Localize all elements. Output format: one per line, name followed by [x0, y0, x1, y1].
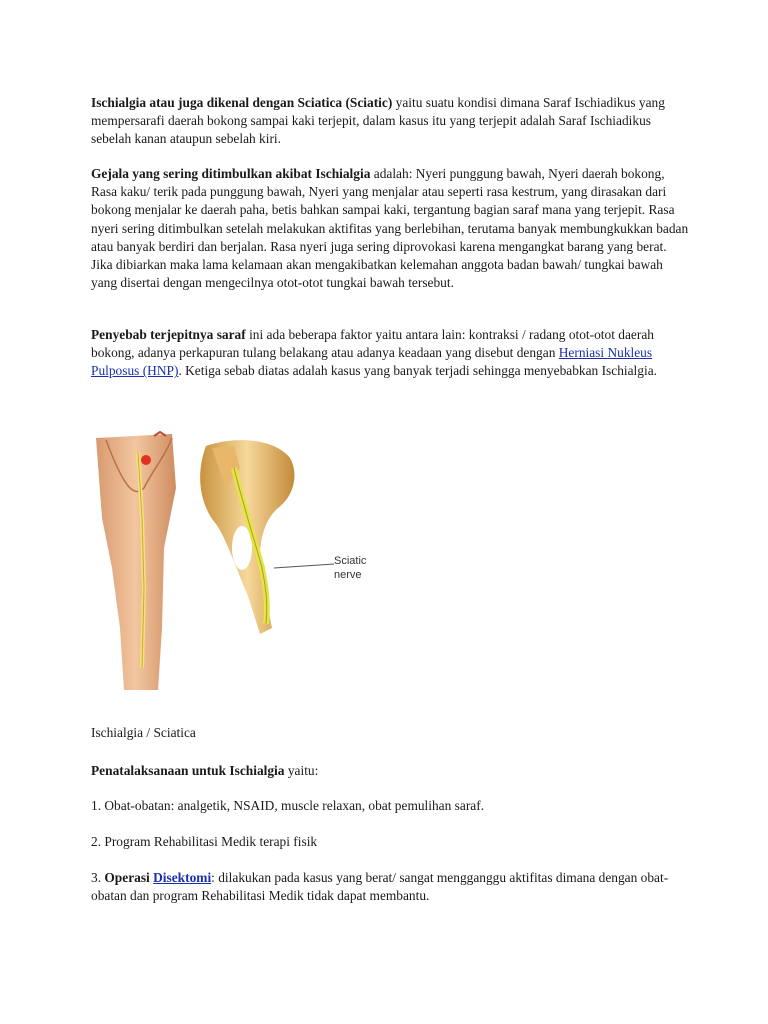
causes-text-end: . Ketiga sebab diatas adalah kasus yang banyak terjadi sehingga menyebabkan Ischialgia.: [178, 363, 657, 379]
list-item-3-number: 3.: [91, 870, 105, 885]
list-item-3-text: : dilakukan pada kasus yang berat/ sangat mengganggu aktifitas dimana dengan obat-obatan dan program Rehabilitasi Medik tidak dapat membantu.: [91, 870, 669, 904]
figure-caption: Ischialgia / Sciatica: [91, 725, 196, 740]
operasi-label: Operasi: [104, 870, 150, 885]
list-item-2: 2. Program Rehabilitasi Medik terapi fisik: [91, 834, 318, 849]
definition-text: yaitu suatu kondisi dimana Saraf Ischiadikus yang mempersarafi daerah bokong sampai kaki terjepit, dalam kasus itu yang terjepit adalah Saraf Ischiadikus sebelah kanan ataupun sebelah kiri.: [91, 95, 665, 147]
paragraph-causes: [91, 326, 691, 381]
leg-illustration: [96, 432, 176, 690]
pelvis-illustration: [200, 440, 334, 634]
paragraph-definition: [91, 94, 691, 149]
sciatic-label-line1: Sciatic: [334, 555, 367, 567]
list-item-3: [91, 869, 691, 905]
sciatica-illustration: [94, 428, 376, 690]
definition-heading: Ischialgia atau juga dikenal dengan Sciatica (Sciatic): [91, 95, 393, 110]
list-item-1: 1. Obat-obatan: analgetik, NSAID, muscle relaxan, obat pemulihan saraf.: [91, 798, 485, 813]
paragraph-management: [91, 762, 691, 780]
management-heading: Penatalaksanaan untuk Ischialgia: [91, 763, 285, 778]
symptoms-heading: Gejala yang sering ditimbulkan akibat Ischialgia: [91, 166, 371, 181]
disektomi-link[interactable]: Disektomi: [153, 870, 212, 885]
sciatic-label-line2: nerve: [334, 569, 362, 581]
management-text: yaitu:: [284, 763, 319, 778]
paragraph-symptoms: [91, 165, 691, 292]
hnp-link[interactable]: Herniasi Nukleus Pulposus (HNP): [91, 345, 653, 379]
symptoms-text: adalah: Nyeri punggung bawah, Nyeri daerah bokong, Rasa kaku/ terik pada punggung bawah, Nyeri yang menjalar atau seperti rasa kestrum, yang dirasakan dari bokong menjalar ke daerah paha, betis bahkan sampai kaki, tergantung bagian saraf mana yang terjepit. Rasa nyeri sering ditimbulkan setelah melakukan aktifitas yang berlebihan, terutama banyak membungkukkan badan atau banyak berdiri dan berjalan. Rasa nyeri juga sering diprovokasi karena mengangkat barang yang berat. Jika dibiarkan maka lama kelamaan akan mengakibatkan kelemahan anggota badan bawah/ tungkai bawah yang disertai dengan mengecilnya otot-otot tungkai bawah tersebut.: [91, 166, 689, 291]
causes-heading: Penyebab terjepitnya saraf: [91, 327, 246, 342]
causes-text: ini ada beberapa faktor yaitu antara lain: kontraksi / radang otot-otot daerah bokong, adanya perkapuran tulang belakang atau adanya keadaan yang disebut dengan: [91, 327, 654, 361]
